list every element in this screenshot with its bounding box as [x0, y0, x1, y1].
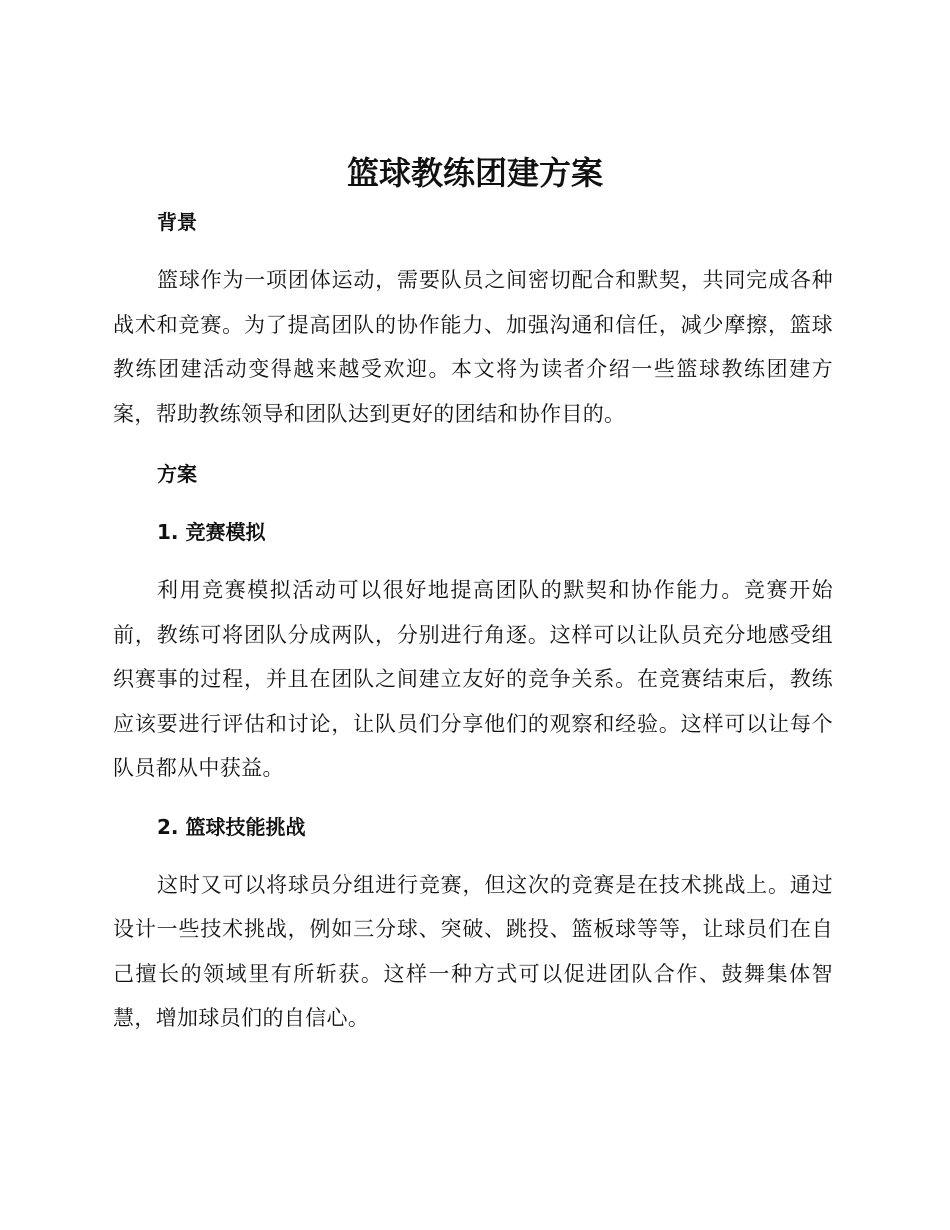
- item-2-paragraph: 这时又可以将球员分组进行竞赛，但这次的竞赛是在技术挑战上。通过设计一些技术挑战，例如三分球、突破、跳投、篮板球等等，让球员们在自己擅长的领域里有所斩获。这样一种方式可以促进团队合作、鼓舞集体智慧，增加球员们的自信心。: [113, 872, 833, 1030]
- document-title: 篮球教练团建方案: [346, 154, 603, 192]
- section-heading-item-2: 2. 篮球技能挑战: [157, 814, 306, 839]
- section-heading-item-1: 1. 竞赛模拟: [157, 520, 266, 544]
- background-paragraph: 篮球作为一项团体运动，需要队员之间密切配合和默契，共同完成各种战术和竞赛。为了提高团队的协作能力、加强沟通和信任，减少摩擦，篮球教练团建活动变得越来越受欢迎。本文将为读者介绍一些篮球教练团建方案，帮助教练领导和团队达到更好的团结和协作目的。: [113, 268, 833, 426]
- item-1-paragraph: 利用竞赛模拟活动可以很好地提高团队的默契和协作能力。竞赛开始前，教练可将团队分成两队，分别进行角逐。这样可以让队员充分地感受组织赛事的过程，并且在团队之间建立友好的竞争关系。在竞赛结束后，教练应该要进行评估和讨论，让队员们分享他们的观察和经验。这样可以让每个队员都从中获益。: [113, 578, 833, 780]
- document-body: [113, 200, 833, 1041]
- section-heading-background: 背景: [157, 210, 197, 234]
- section-heading-plan: 方案: [157, 462, 197, 486]
